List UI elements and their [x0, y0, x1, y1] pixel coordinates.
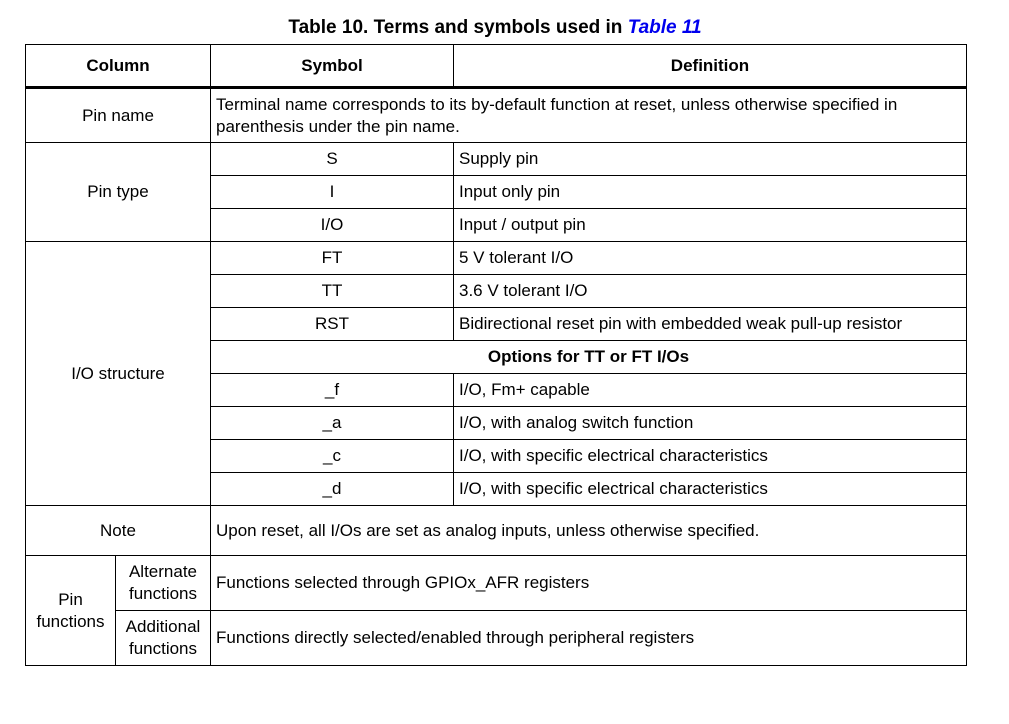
definition-cell: Input / output pin — [454, 209, 967, 242]
definition-cell: I/O, with specific electrical characteristics — [454, 440, 967, 473]
symbol-cell: _d — [211, 473, 454, 506]
definition-cell: Bidirectional reset pin with embedded weak pull-up resistor — [454, 308, 967, 341]
pin-type-label: Pin type — [26, 143, 211, 242]
symbol-cell: _a — [211, 407, 454, 440]
symbol-cell: I — [211, 176, 454, 209]
header-definition: Definition — [454, 45, 967, 88]
symbol-cell: _c — [211, 440, 454, 473]
symbol-cell: S — [211, 143, 454, 176]
pin-name-definition: Terminal name corresponds to its by-default function at reset, unless otherwise specified in parenthesis under the pin name. — [211, 88, 967, 143]
table-row — [26, 556, 967, 611]
table-row — [26, 88, 967, 143]
table-row — [26, 506, 967, 556]
definition-cell: Input only pin — [454, 176, 967, 209]
additional-functions-label: Additional functions — [116, 611, 211, 666]
alternate-functions-label: Alternate functions — [116, 556, 211, 611]
alternate-functions-definition: Functions selected through GPIOx_AFR registers — [211, 556, 967, 611]
table-row — [26, 242, 967, 275]
caption-text: Table 10. Terms and symbols used in — [288, 17, 628, 38]
table-caption — [0, 17, 990, 39]
header-row — [26, 45, 967, 88]
definition-cell: I/O, with specific electrical characteristics — [454, 473, 967, 506]
note-definition: Upon reset, all I/Os are set as analog inputs, unless otherwise specified. — [211, 506, 967, 556]
definition-cell: I/O, Fm+ capable — [454, 374, 967, 407]
symbol-cell: I/O — [211, 209, 454, 242]
io-structure-label: I/O structure — [26, 242, 211, 506]
symbol-cell: _f — [211, 374, 454, 407]
definition-cell: I/O, with analog switch function — [454, 407, 967, 440]
definition-cell: 3.6 V tolerant I/O — [454, 275, 967, 308]
symbol-cell: FT — [211, 242, 454, 275]
additional-functions-definition: Functions directly selected/enabled through peripheral registers — [211, 611, 967, 666]
symbol-cell: TT — [211, 275, 454, 308]
symbol-cell: RST — [211, 308, 454, 341]
pin-name-label: Pin name — [26, 88, 211, 143]
pin-functions-label: Pin functions — [26, 556, 116, 666]
header-symbol: Symbol — [211, 45, 454, 88]
header-column: Column — [26, 45, 211, 88]
definition-cell: 5 V tolerant I/O — [454, 242, 967, 275]
note-label: Note — [26, 506, 211, 556]
definition-cell: Supply pin — [454, 143, 967, 176]
options-header: Options for TT or FT I/Os — [211, 341, 967, 374]
terms-symbols-table — [25, 44, 967, 666]
table-row — [26, 143, 967, 176]
table-11-link[interactable]: Table 11 — [627, 17, 702, 38]
table-row — [26, 611, 967, 666]
